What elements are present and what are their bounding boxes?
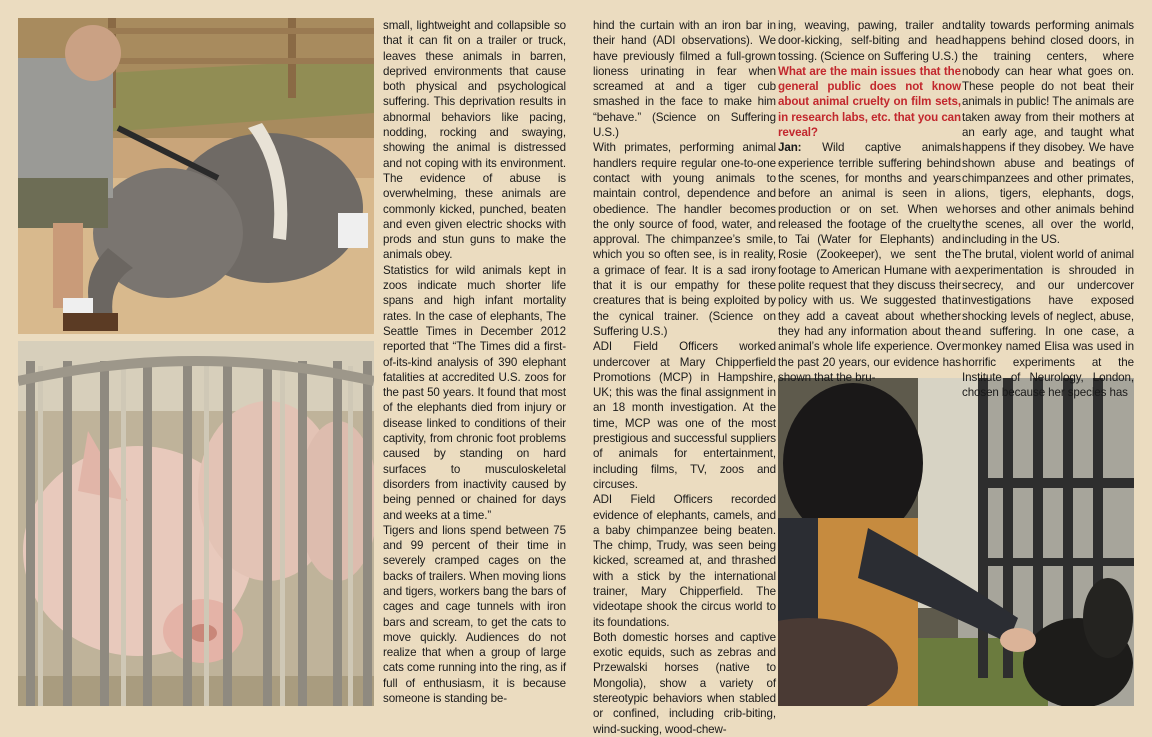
text-column-2	[593, 18, 776, 737]
elephant-calf-training-photo	[18, 18, 374, 334]
column-1-paragraph-3: Tigers and lions spend between 75 and 99 percent of their time in severely cramped cages on the backs of trailers. When moving lions and tigers, workers bang the bars of cages and cage tunnels with iron bars and scream, to get the cats to move quickly. Audiences do not realize that when a group of large cats come running into the ring, as if full of enthusiasm, it is because someone is standing be-	[383, 523, 566, 706]
column-2-paragraph-5: Both domestic horses and captive exotic equids, such as zebras and Przewalski horses (native to Mongolia), show a variety of stereotypic behaviors when stabled or confined, including crib-biting, wind-sucking, wood-chew-	[593, 630, 776, 736]
column-1-paragraph-1: small, lightweight and collapsible so that it can fit on a trailer or truck, leaves these animals in barren, deprived environments that cause both physical and psychological suffering. This deprivation results in abnormal behaviors like pacing, nodding, rocking and swaying, showing the animal is distressed and not coping with its environment. The evidence of abuse is overwhelming, these animals are commonly kicked, punched, beaten and even given electric shocks with prods and stun guns to make the animals obey.	[383, 19, 566, 262]
interview-question: What are the main issues that the general public does not know about animal cruelty on film sets, in research labs, etc. that you can reveal?	[778, 64, 961, 140]
column-2-paragraph-3: ADI Field Officers worked undercover at Mary Chipperfield Promotions (MCP) in Hampshire, UK; this was the final assignment in an 18 month investigation. At the time, MCP was one of the most prestigious and successful suppliers of animals for entertainment, including films, TV, zoos and circuses.	[593, 340, 776, 491]
column-2-paragraph-4: ADI Field Officers recorded evidence of elephants, camels, and a baby chimpanzee being beaten. The chimp, Trudy, was seen being kicked, screamed at, and thrashed with a stick by the international trainer, Mary Chipperfield. The videotape shook the circus world to its foundations.	[593, 493, 776, 629]
column-3-paragraph-1: ing, weaving, pawing, trailer and door-kicking, self-biting and head tossing. (Science on Suffering U.S.)	[778, 19, 961, 63]
pigs-in-crates-photo	[18, 341, 374, 706]
column-2-paragraph-2: With primates, performing animal handlers require regular one-to-one contact with young animals to maintain control, dependence and obedience. The handler becomes the only source of food, water, and approval. The chimpanzee’s smile, which you so often see, is in reality, a grimace of fear. It is a sad irony that it is our empathy for these creatures that is being exploited by the cynical trainer. (Science on Suffering U.S.)	[593, 141, 776, 338]
text-column-3	[778, 18, 961, 385]
photo-woman-with-primate	[778, 378, 1134, 706]
photo-elephant-calf	[18, 18, 374, 334]
column-2-paragraph-1: hind the curtain with an iron bar in their hand (ADI observations). We have previously filmed a full-grown lioness urinating in fear when screamed at and a tiger cub smashed in the face to make him “behave.” (Science on Suffering U.S.)	[593, 19, 776, 140]
interview-answer	[778, 140, 961, 385]
column-4-paragraph-1: tality towards performing animals happens behind closed doors, in the training centers, where nobody can hear what goes on. These people do not beat their animals in public! The animals are taken away from their mothers at an early age, and taught what happens if they disobey. We have shown abuse and beatings of chimpanzees and other primates, lions, tigers, elephants, dogs, horses and other animals behind the scenes, all over the world, including in the US.	[962, 19, 1134, 247]
photo-pigs-in-crates	[18, 341, 374, 706]
speaker-label: Jan:	[778, 141, 802, 155]
woman-with-caged-primate-photo	[778, 378, 1134, 706]
column-1-paragraph-2: Statistics for wild animals kept in zoos indicate much shorter life spans and high infant mortality rates. In the case of elephants, The Seattle Times in December 2012 reported that “The Times did a first-of-its-kind analysis of 390 elephant fatalities at accredited U.S. zoos for the past 50 years. It found that most of the elephants died from injury or disease linked to conditions of their captivity, from chronic foot problems caused by standing on hard surfaces to musculoskeletal disorders from inactivity caused by being penned or chained for days and weeks at a time.”	[383, 263, 566, 522]
answer-text: Wild captive animals experience terrible suffering behind the scenes, for months and years before an animal is seen in a production or on set. When we released the footage of the cruelty to Tai (Water for Elephants) and Rosie (Zookeeper), we sent the footage to American Humane with a polite request that they discuss their policy with us. We suggested that they add a caveat about whether they had any information about the animal’s whole life experience. Over the past 20 years, our evidence has shown that the bru-	[778, 141, 962, 384]
text-column-4	[962, 18, 1134, 400]
column-4-paragraph-2: The brutal, violent world of animal experimentation is shrouded in secrecy, and our undercover investigations have exposed shocking levels of neglect, abuse, and suffering. In one case, a monkey named Elisa was used in horrific experiments at the Institute of Neurology, London, chosen because her species has	[962, 248, 1134, 400]
text-column-1	[383, 18, 566, 706]
